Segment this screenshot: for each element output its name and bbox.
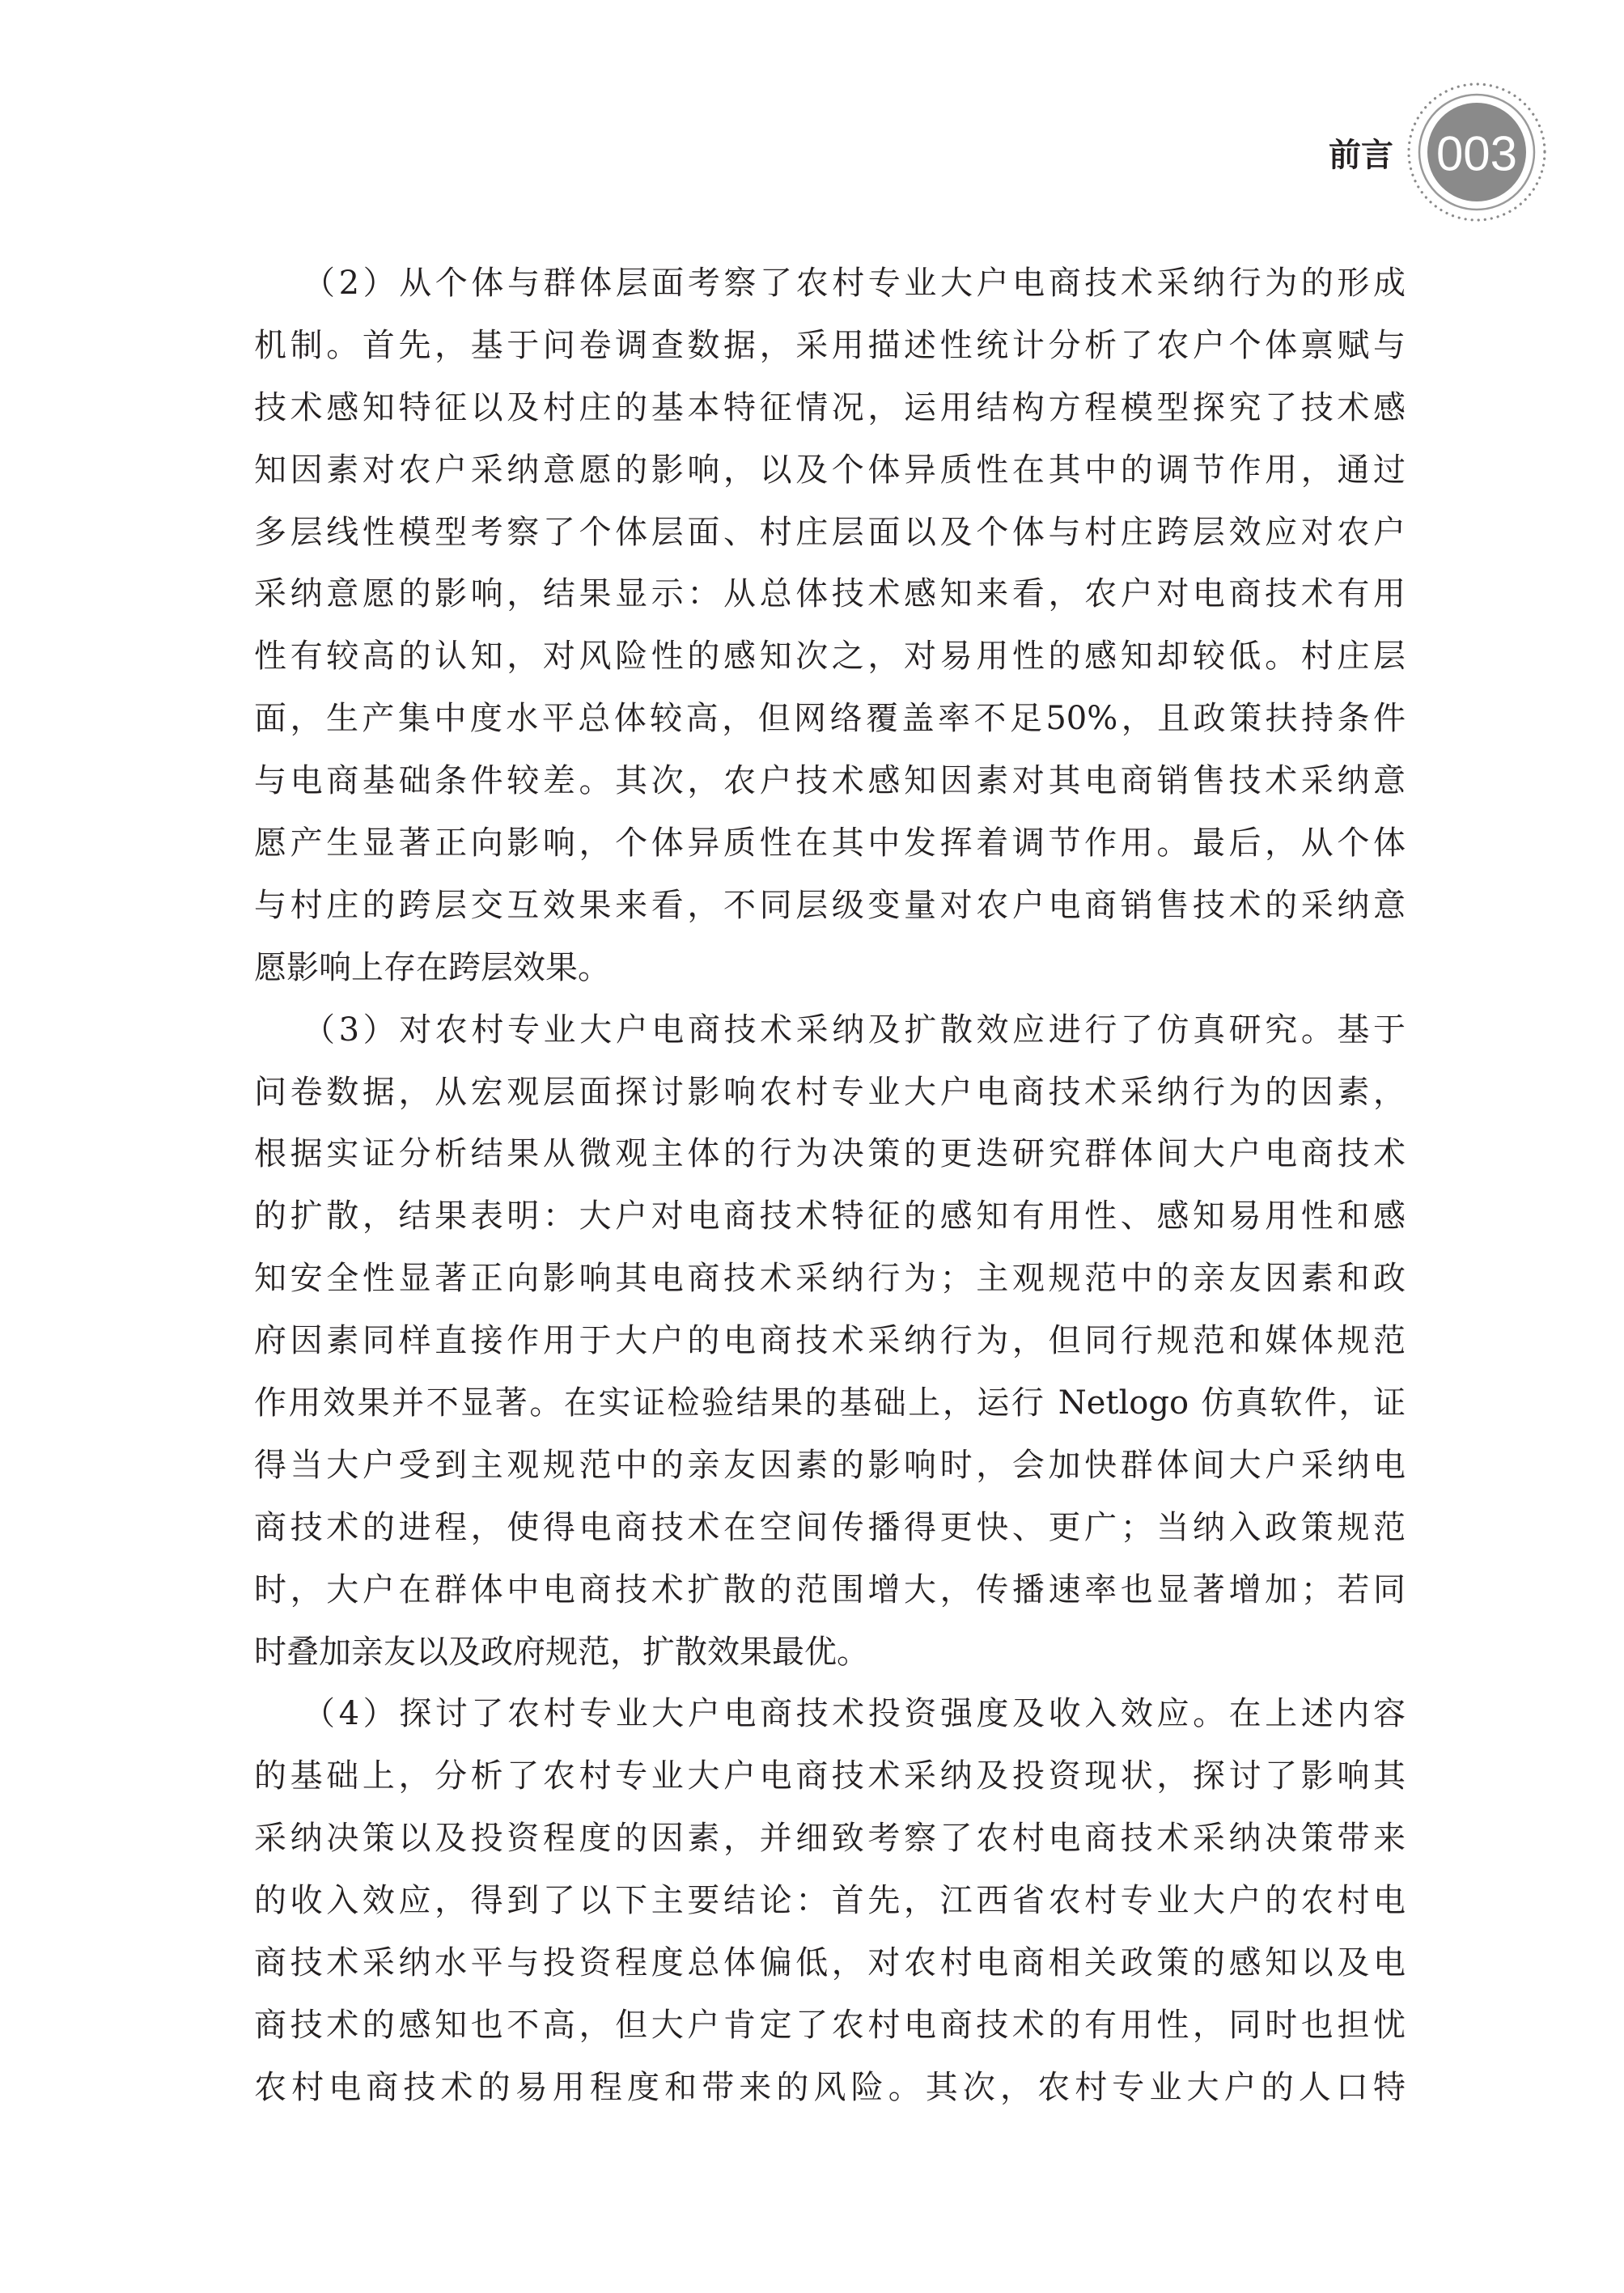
text-line: 得当大户受到主观规范中的亲友因素的影响时，会加快群体间大户采纳电: [254, 1446, 1406, 1484]
text-line: 与电商基础条件较差。其次，农户技术感知因素对其电商销售技术采纳意: [254, 762, 1406, 800]
paragraph: [254, 252, 1406, 999]
body-text: [254, 252, 1406, 2119]
text-line: 采纳意愿的影响，结果显示：从总体技术感知来看，农户对电商技术有用: [254, 575, 1406, 613]
text-line: 时，大户在群体中电商技术扩散的范围增大，传播速率也显著增加；若同: [254, 1570, 1406, 1608]
text-line: 商技术的感知也不高，但大户肯定了农村电商技术的有用性，同时也担忧: [254, 2006, 1406, 2044]
text-line: 的扩散，结果表明：大户对电商技术特征的感知有用性、感知易用性和感: [254, 1197, 1406, 1236]
section-title: 前言: [1329, 137, 1393, 174]
text-line: 时叠加亲友以及政府规范，扩散效果最优。: [254, 1633, 869, 1671]
text-line: （4）探讨了农村专业大户电商技术投资强度及收入效应。在上述内容: [303, 1695, 1406, 1733]
text-line: （3）对农村专业大户电商技术采纳及扩散效应进行了仿真研究。基于: [303, 1011, 1406, 1049]
text-line: 面，生产集中度水平总体较高，但网络覆盖率不足50%，且政策扶持条件: [254, 700, 1406, 738]
text-line: 与村庄的跨层交互效果来看，不同层级变量对农户电商销售技术的采纳意: [254, 886, 1406, 924]
paragraph: [254, 999, 1406, 1684]
text-line: 多层线性模型考察了个体层面、村庄层面以及个体与村庄跨层效应对农户: [254, 513, 1406, 551]
text-line: 知安全性显著正向影响其电商技术采纳行为；主观规范中的亲友因素和政: [254, 1260, 1406, 1298]
text-line: 府因素同样直接作用于大户的电商技术采纳行为，但同行规范和媒体规范: [254, 1322, 1406, 1360]
text-line: 的基础上，分析了农村专业大户电商技术采纳及投资现状，探讨了影响其: [254, 1757, 1406, 1795]
text-line: 采纳决策以及投资程度的因素，并细致考察了农村电商技术采纳决策带来: [254, 1820, 1406, 1858]
text-line: 技术感知特征以及村庄的基本特征情况，运用结构方程模型探究了技术感: [254, 388, 1406, 426]
text-line: 性有较高的认知，对风险性的感知次之，对易用性的感知却较低。村庄层: [254, 638, 1406, 676]
text-line: 农村电商技术的易用程度和带来的风险。其次，农村专业大户的人口特: [254, 2068, 1406, 2106]
text-line: 作用效果并不显著。在实证检验结果的基础上，运行 Netlogo 仿真软件，证: [254, 1384, 1406, 1422]
page-number-badge: [1396, 71, 1558, 233]
text-line: 机制。首先，基于问卷调查数据，采用描述性统计分析了农户个体禀赋与: [254, 326, 1406, 364]
text-line: 问卷数据，从宏观层面探讨影响农村专业大户电商技术采纳行为的因素，: [254, 1073, 1406, 1111]
text-line: 商技术的进程，使得电商技术在空间传播得更快、更广；当纳入政策规范: [254, 1508, 1406, 1546]
text-line: （2）从个体与群体层面考察了农村专业大户电商技术采纳行为的形成: [303, 265, 1406, 302]
paragraph: [254, 1683, 1406, 2118]
text-line: 商技术采纳水平与投资程度总体偏低，对农村电商相关政策的感知以及电: [254, 1944, 1406, 1982]
text-line: 愿影响上存在跨层效果。: [254, 948, 610, 986]
text-line: 知因素对农户采纳意愿的影响，以及个体异质性在其中的调节作用，通过: [254, 451, 1406, 489]
text-line: 愿产生显著正向影响，个体异质性在其中发挥着调节作用。最后，从个体: [254, 824, 1406, 863]
page-number: 003: [1435, 126, 1518, 181]
text-line: 的收入效应，得到了以下主要结论：首先，江西省农村专业大户的农村电: [254, 1882, 1406, 1920]
text-line: 根据实证分析结果从微观主体的行为决策的更迭研究群体间大户电商技术: [254, 1135, 1406, 1173]
